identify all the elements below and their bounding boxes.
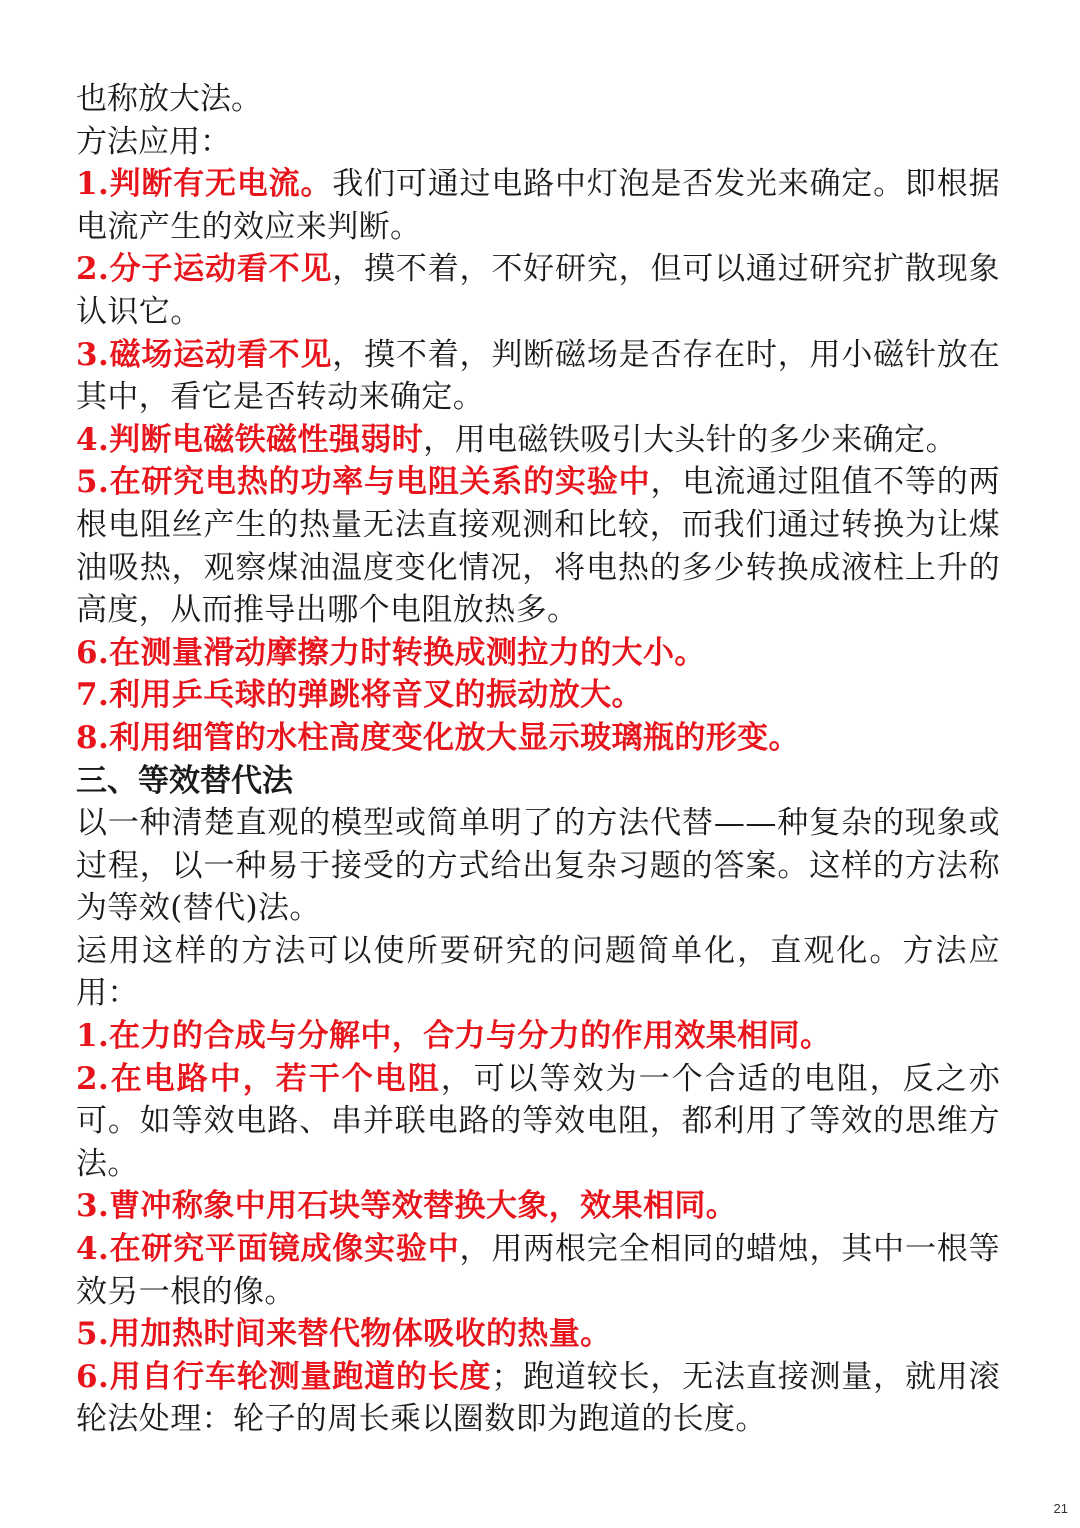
list-item: [76, 163, 1000, 248]
intro-line: 也称放大法。: [76, 81, 262, 117]
list-item: [76, 717, 1000, 760]
item-highlight: 3.曹冲称象中用石块等效替换大象，效果相同。: [76, 1188, 738, 1225]
list-item: [76, 248, 1000, 333]
item-highlight: 6.用自行车轮测量跑道的长度: [76, 1358, 492, 1395]
list-item: [76, 1058, 1000, 1186]
list-item: [76, 461, 1000, 631]
item-highlight: 2.在电路中，若干个电阻: [76, 1060, 441, 1097]
list-item: [76, 334, 1000, 419]
method-label: 方法应用：: [76, 123, 231, 160]
list-item: [76, 1185, 1000, 1228]
item-highlight: 1.在力的合成与分解中，合力与分力的作用效果相同。: [76, 1018, 832, 1055]
page-content: [76, 78, 1000, 1441]
item-highlight: 5.在研究电热的功率与电阻关系的实验中: [76, 464, 651, 501]
item-highlight: 2.分子运动看不见: [76, 251, 333, 288]
item-text: ，摸不着，判断磁场是否存在时，用小磁针放在其中，看它是否转动来确定。: [76, 336, 1000, 416]
item-highlight: 5.用加热时间来替代物体吸收的热量。: [76, 1316, 612, 1353]
page-number: 21: [1053, 1501, 1068, 1516]
list-item: [76, 632, 1000, 675]
list-item: [76, 1356, 1000, 1441]
list-item: [76, 1313, 1000, 1356]
section-description: 以一种清楚直观的模型或简单明了的方法代替——种复杂的现象或过程，以一种易于接受的方式给出复杂习题的答案。这样的方法称为等效(替代)法。: [76, 805, 1000, 927]
item-highlight: 4.在研究平面镜成像实验中: [76, 1231, 460, 1268]
item-highlight: 3.磁场运动看不见: [76, 336, 333, 373]
item-text: 我们可通过电路中灯泡是否发光来确定。即根据电流产生的效应来判断。: [76, 166, 1000, 245]
item-highlight: 7.利用乒乓球的弹跳将音叉的振动放大。: [76, 677, 643, 714]
item-text: ，可以等效为一个合适的电阻，反之亦可。如等效电路、串并联电路的等效电阻，都利用了等效的思维方法。: [76, 1060, 1000, 1182]
item-text: ，摸不着，不好研究，但可以通过研究扩散现象认识它。: [76, 251, 1000, 330]
item-text: ，用两根完全相同的蜡烛，其中一根等效另一根的像。: [76, 1231, 1000, 1310]
item-text: ，电流通过阻值不等的两根电阻丝产生的热量无法直接观测和比较，而我们通过转换为让煤油吸热，观察煤油温度变化情况，将电热的多少转换成液柱上升的高度，从而推导出哪个电阻放热多。: [76, 464, 1000, 629]
item-text: ；跑道较长，无法直接测量，就用滚轮法处理：轮子的周长乘以圈数即为跑道的长度。: [76, 1358, 1000, 1438]
list-item: [76, 1015, 1000, 1058]
section-description-2: 运用这样的方法可以使所要研究的问题简单化，直观化。方法应用：: [76, 932, 1000, 1012]
item-highlight: 1.判断有无电流。: [76, 166, 333, 203]
item-highlight: 4.判断电磁铁磁性强弱时: [76, 421, 424, 458]
list-item: [76, 674, 1000, 717]
list-item: [76, 1228, 1000, 1313]
section-heading: 三、等效替代法: [76, 762, 293, 799]
item-text: ，用电磁铁吸引大头针的多少来确定。: [423, 421, 957, 458]
item-highlight: 8.利用细管的水柱高度变化放大显示玻璃瓶的形变。: [76, 719, 800, 756]
item-highlight: 6.在测量滑动摩擦力时转换成测拉力的大小。: [76, 634, 706, 671]
list-item: [76, 419, 1000, 462]
